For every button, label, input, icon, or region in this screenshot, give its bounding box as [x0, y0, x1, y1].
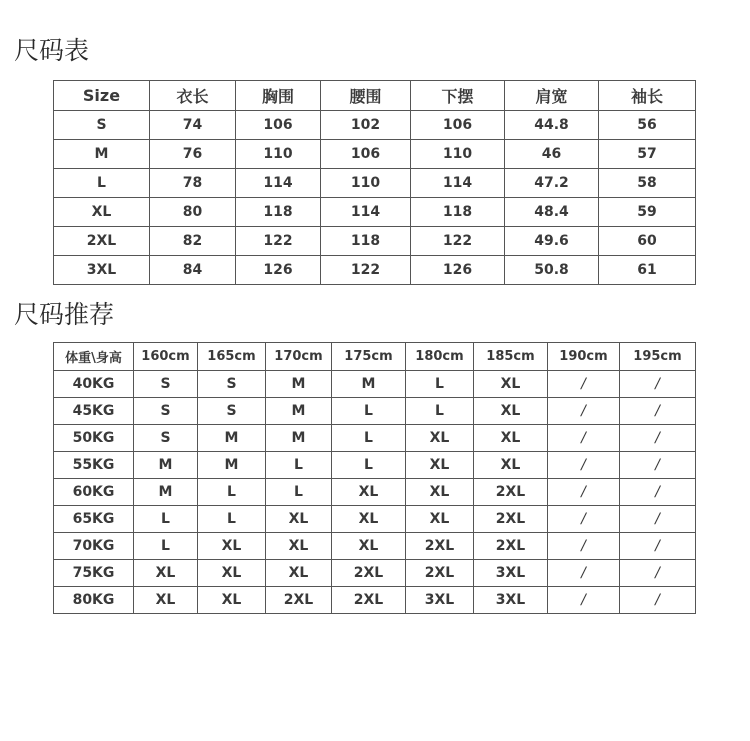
row-header-cell: 70KG — [54, 533, 134, 560]
table-cell: XL — [134, 560, 198, 587]
table-cell: 56 — [599, 111, 696, 140]
table-cell: S — [134, 398, 198, 425]
table-cell: XL — [406, 506, 474, 533]
table-cell: XL — [332, 479, 406, 506]
table-row — [54, 198, 696, 227]
table-cell: 106 — [411, 111, 505, 140]
table-cell: 126 — [411, 256, 505, 285]
table-cell: 114 — [411, 169, 505, 198]
table-cell: 118 — [321, 227, 411, 256]
column-header: 腰围 — [321, 81, 411, 111]
table-row — [54, 425, 696, 452]
table-cell: 118 — [411, 198, 505, 227]
table-row — [54, 560, 696, 587]
table-cell: L — [406, 371, 474, 398]
table-cell: 49.6 — [505, 227, 599, 256]
table-cell: 122 — [236, 227, 321, 256]
table-cell: 110 — [321, 169, 411, 198]
size-chart-body — [54, 111, 696, 285]
table-cell: / — [548, 425, 620, 452]
table-cell: 61 — [599, 256, 696, 285]
table-row — [54, 111, 696, 140]
table-cell: / — [548, 371, 620, 398]
table-cell: / — [620, 479, 696, 506]
column-header: 衣长 — [150, 81, 236, 111]
column-header: 175cm — [332, 343, 406, 371]
column-header: Size — [54, 81, 150, 111]
table-cell: XL — [406, 479, 474, 506]
table-cell: 122 — [321, 256, 411, 285]
table-cell: 80 — [150, 198, 236, 227]
table-row — [54, 587, 696, 614]
table-cell: 84 — [150, 256, 236, 285]
table-cell: / — [620, 560, 696, 587]
table-cell: L — [332, 398, 406, 425]
table-cell: / — [620, 587, 696, 614]
size-chart-title: 尺码表 — [14, 36, 90, 65]
table-cell: 50.8 — [505, 256, 599, 285]
table-cell: 114 — [236, 169, 321, 198]
table-cell: M — [266, 371, 332, 398]
row-header-cell: 50KG — [54, 425, 134, 452]
table-cell: 2XL — [406, 560, 474, 587]
table-row — [54, 479, 696, 506]
table-cell: 106 — [236, 111, 321, 140]
table-cell: / — [548, 506, 620, 533]
recommendation-table — [53, 342, 696, 614]
row-header-cell: 40KG — [54, 371, 134, 398]
table-cell: XL — [474, 398, 548, 425]
recommendation-title: 尺码推荐 — [14, 300, 115, 329]
table-cell: / — [620, 371, 696, 398]
table-cell: 2XL — [332, 560, 406, 587]
table-cell: / — [548, 533, 620, 560]
table-cell: / — [548, 479, 620, 506]
column-header: 190cm — [548, 343, 620, 371]
table-cell: / — [548, 560, 620, 587]
table-cell: / — [548, 587, 620, 614]
table-cell: XL — [406, 452, 474, 479]
table-cell: / — [620, 506, 696, 533]
table-cell: 44.8 — [505, 111, 599, 140]
table-cell: 2XL — [474, 479, 548, 506]
table-cell: M — [198, 425, 266, 452]
table-cell: / — [620, 398, 696, 425]
row-header-cell: 45KG — [54, 398, 134, 425]
column-header: 165cm — [198, 343, 266, 371]
column-header: 160cm — [134, 343, 198, 371]
size-chart-header-row — [54, 81, 696, 111]
table-cell: / — [548, 452, 620, 479]
table-cell: 2XL — [406, 533, 474, 560]
table-cell: 3XL — [406, 587, 474, 614]
column-header: 185cm — [474, 343, 548, 371]
row-header-cell: 55KG — [54, 452, 134, 479]
column-header: 袖长 — [599, 81, 696, 111]
column-header: 肩宽 — [505, 81, 599, 111]
table-cell: / — [548, 398, 620, 425]
table-cell: 106 — [321, 140, 411, 169]
table-cell: L — [266, 452, 332, 479]
table-cell: M — [266, 398, 332, 425]
table-cell: 46 — [505, 140, 599, 169]
table-cell: XL — [332, 506, 406, 533]
table-cell: 102 — [321, 111, 411, 140]
table-cell: 47.2 — [505, 169, 599, 198]
table-cell: 3XL — [474, 560, 548, 587]
table-cell: 2XL — [474, 533, 548, 560]
table-cell: 48.4 — [505, 198, 599, 227]
table-cell: / — [620, 425, 696, 452]
table-cell: / — [620, 533, 696, 560]
table-cell: S — [198, 398, 266, 425]
table-cell: L — [134, 533, 198, 560]
table-cell: 78 — [150, 169, 236, 198]
row-header-cell: S — [54, 111, 150, 140]
row-header-cell: L — [54, 169, 150, 198]
table-cell: 114 — [321, 198, 411, 227]
table-cell: XL — [406, 425, 474, 452]
recommendation-body — [54, 371, 696, 614]
table-cell: 57 — [599, 140, 696, 169]
table-row — [54, 371, 696, 398]
table-cell: 110 — [236, 140, 321, 169]
row-header-cell: 2XL — [54, 227, 150, 256]
table-row — [54, 533, 696, 560]
row-header-cell: 60KG — [54, 479, 134, 506]
table-cell: XL — [332, 533, 406, 560]
table-row — [54, 140, 696, 169]
table-cell: XL — [474, 452, 548, 479]
table-cell: 122 — [411, 227, 505, 256]
column-header: 胸围 — [236, 81, 321, 111]
table-cell: XL — [266, 506, 332, 533]
table-cell: 60 — [599, 227, 696, 256]
table-cell: / — [620, 452, 696, 479]
table-cell: 118 — [236, 198, 321, 227]
column-header: 180cm — [406, 343, 474, 371]
table-cell: 126 — [236, 256, 321, 285]
table-cell: S — [134, 425, 198, 452]
table-cell: M — [134, 479, 198, 506]
size-chart-table — [53, 80, 696, 285]
table-cell: L — [266, 479, 332, 506]
table-cell: XL — [474, 425, 548, 452]
table-cell: 2XL — [266, 587, 332, 614]
table-cell: XL — [198, 587, 266, 614]
column-header: 170cm — [266, 343, 332, 371]
table-cell: L — [406, 398, 474, 425]
table-cell: M — [332, 371, 406, 398]
table-row — [54, 452, 696, 479]
table-cell: L — [332, 452, 406, 479]
row-header-cell: XL — [54, 198, 150, 227]
table-cell: S — [198, 371, 266, 398]
table-cell: 76 — [150, 140, 236, 169]
row-header-cell: 75KG — [54, 560, 134, 587]
row-header-cell: 65KG — [54, 506, 134, 533]
table-cell: 3XL — [474, 587, 548, 614]
row-header-cell: M — [54, 140, 150, 169]
table-row — [54, 398, 696, 425]
table-cell: M — [198, 452, 266, 479]
table-cell: S — [134, 371, 198, 398]
table-cell: 82 — [150, 227, 236, 256]
table-cell: L — [332, 425, 406, 452]
table-cell: 110 — [411, 140, 505, 169]
table-cell: 58 — [599, 169, 696, 198]
column-header: 体重\身高 — [54, 343, 134, 371]
table-cell: XL — [134, 587, 198, 614]
table-cell: XL — [474, 371, 548, 398]
table-row — [54, 506, 696, 533]
table-cell: L — [198, 479, 266, 506]
table-cell: M — [134, 452, 198, 479]
table-row — [54, 256, 696, 285]
column-header: 195cm — [620, 343, 696, 371]
column-header: 下摆 — [411, 81, 505, 111]
row-header-cell: 3XL — [54, 256, 150, 285]
table-cell: 74 — [150, 111, 236, 140]
table-cell: XL — [266, 533, 332, 560]
table-cell: 2XL — [332, 587, 406, 614]
table-cell: 2XL — [474, 506, 548, 533]
table-cell: L — [134, 506, 198, 533]
table-cell: M — [266, 425, 332, 452]
table-row — [54, 227, 696, 256]
recommendation-header-row — [54, 343, 696, 371]
table-cell: 59 — [599, 198, 696, 227]
table-cell: XL — [266, 560, 332, 587]
table-cell: XL — [198, 560, 266, 587]
table-cell: XL — [198, 533, 266, 560]
table-row — [54, 169, 696, 198]
row-header-cell: 80KG — [54, 587, 134, 614]
table-cell: L — [198, 506, 266, 533]
